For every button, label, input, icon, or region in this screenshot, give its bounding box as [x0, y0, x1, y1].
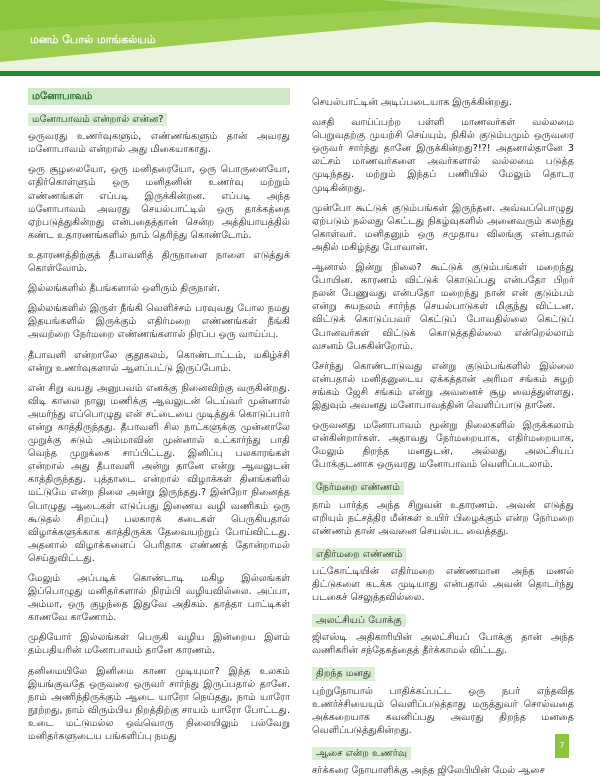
- left-text-flow: [28, 110, 290, 743]
- header-rule: [0, 71, 600, 76]
- right-text-flow: [312, 96, 574, 777]
- page-number: 7: [555, 734, 569, 758]
- left-paragraph: மேலும் அப்படிக் கொண்டாடி மகிழ இல்லங்கள் இப்பொழுது மனிதர்களால் நிரம்பி வழியவில்லை. அப்பா, அம்மா, ஒரு குழந்தை இதுவே அதிகம். தாத்தா பாட்டிகள் காணவே காணோம்.: [28, 573, 290, 624]
- right-subheading: நேர்மறை எண்ணம்: [312, 481, 404, 494]
- article-column-right: [312, 96, 574, 777]
- right-paragraph: ஆனால் இன்று நிலை? கூட்டுக் குடும்பங்கள் மறைந்து போயின. காரணம் விட்டுக் கொடுப்பது என்பதோ பிறர் நலன் பேணுவது என்பதோ மறைந்து நான் என் குடும்பம் என்று சுயநலம் சார்ந்த செயல்பாடுகள் மிகுந்து விட்டன. விட்டுக் கொடுப்பவர் கெட்டுப் போவதில்லை கெட்டுப் போனவர்கள் விட்டுக் கொடுத்ததில்லை என்றெல்லாம் வசனம் பேசுகின்றோம்.: [312, 262, 574, 352]
- right-subheading: எதிர்மறை எண்ணம்: [312, 548, 406, 561]
- header-banner: [0, 0, 600, 80]
- right-paragraph: புற்றுநோயால் பாதிக்கப்பட்ட ஒரு நபர் எந்தவித உணர்ச்சியையும் வெளிப்படுத்தாது மருத்துவர் சொல்வதை அக்கறையாக கவனிப்பது அவரது திறந்த மனதை வெளிப்படுத்துகின்றது.: [312, 685, 574, 736]
- right-paragraph: பட்கோட்டியின் எதிர்மறை எண்ணமான அந்த மணல் திட்டுகளை கடக்க முடியாது என்பதால் அவன் தொடர்ந்து படகைச் செலுத்தவில்லை.: [312, 565, 574, 604]
- right-paragraph: ஒருவனது மனோபாவம் மூன்று நிலைகளில் இருக்கலாம் என்கின்றார்கள். அதாவது நேர்மறையாக, எதிர்மறையாக, மேலும் திறந்த மனதுடன், அல்லது அலட்சியப் போக்குடனாக ஒருவரது மனோபாவம் வெளிப்படலாம்.: [312, 420, 574, 471]
- left-paragraph: முதியோர் இல்லங்கள் பெருகி வழிய இன்றைய இளம் தம்பதியரின் மனோபாவம் தானே காரணம்.: [28, 632, 290, 657]
- right-paragraph: ஜிஎஸ்டி அதிகாரியின் அலட்சியப் போக்கு தான் அந்த வணிகரின் சந்தேகத்தைத் தீர்க்காமல் விட்டது.: [312, 632, 574, 657]
- left-paragraph: தனிமையிலே இனிமை காண முடியுமா? இந்த உலகம் இயங்குவதே ஒருவரை ஒருவர் சார்ந்து இருப்பதால் தானே. நாம் அணிந்திருக்கும் ஆடை யாரோ நெய்தது, நாம் யாரோ நூற்றது, நாம் விரும்பிய நிறத்திற்கு சாயம் யாரோ போட்டது. உடை மட்டுமல்ல ஒவ்வொரு நிலையிலும் பல்வேறு மனிதர்களுடைய பங்களிப்பு நமது: [28, 665, 290, 743]
- right-paragraph: சர்க்கரை நோயாளிக்கு அந்த ஜிலேபியின் மேல் ஆசை: [312, 765, 545, 777]
- left-paragraph: இல்லங்களில் இருள் நீங்கி வெளிச்சம் பரவுவது போல நமது இதயங்களில் இருக்கும் எதிர்மறை எண்ணங்கள் நீங்கி அவற்றை நேர்மறை எண்ணங்களால் நிரப்ப ஒரு வாய்ப்பு.: [28, 303, 290, 341]
- article-column-left: [28, 88, 290, 748]
- right-paragraph: முன்போ கூட்டுக் குடும்பங்கள் இருந்தன. அவ்வப்பொழுது ஏற்படும் நல்லது கெட்டது நிகழ்வுகளில் அனைவரும் கலந்து கொள்வர். மனிதனும் ஒரு சமுதாய விலங்கு என்பதால் அதில் மகிழ்ந்து போவான்.: [312, 202, 574, 253]
- right-subheading: அலட்சியப் போக்கு: [312, 614, 406, 627]
- right-subheading: திறந்த மனது: [312, 667, 375, 680]
- left-paragraph: தீபாவளி என்றாலே குதூகலம், கொண்டாட்டம், மகிழ்ச்சி என்று உணர்வுகளால் ஆளப்பட்டு இருப்போம்.: [28, 349, 290, 374]
- section-label: மனோபாவம்: [28, 88, 290, 105]
- left-paragraph: ஒருவரது உணர்வுகளும், எண்ணங்களும் தான் அவரது மனோபாவம் என்றால் அது மிகையாகாது.: [28, 131, 290, 156]
- right-paragraph: சேர்ந்து கொண்டாடுவது என்று குடும்பங்களில் இல்லை என்பதால் மனிதனுடைய ஏக்கத்தான் அரிமா சங்கம் சுழற் சங்கம் ஜேசி சங்கம் என்று அவனைச் சூழ வைத்துள்ளது. இதுவும் அவனது மனோபாவத்தின் வெளிப்பாடு தானே.: [312, 360, 574, 411]
- left-paragraph: இல்லங்களில் தீபங்களால் ஒளிரும் திருநாள்.: [28, 283, 220, 295]
- right-paragraph: வசதி வாய்ப்பற்ற பள்ளி மாணவர்கள் வல்லமை பெறுவதற்கு முயற்சி செய்யும், நிகில் குடும்பமும் ஒருவரை ஒருவர் சார்ந்து தானே இருக்கின்றது?!?! அதனால்தானே 3 லட்சம் மாணவர்களை அவர்களால் வல்லமை படுத்த முடிந்தது. மற்றும் இந்தப் பணியில் மேலும் தொடர முடிகின்றது.: [312, 117, 574, 194]
- right-paragraph: நாம் பார்த்த அந்த சிறுவன் உதாரணம். அவன் எடுத்து எறியும் நட்சத்திர மீன்கள் உயிர் பிழைக்கும் என்ற நேர்மறை எண்ணம் தான் அவனை செயல்பட வைத்தது.: [312, 499, 574, 537]
- left-paragraph: உதாரணத்திற்குத் தீபாவளித் திருநாளை நாளை எடுத்துக் கொள்வோம்.: [28, 249, 290, 275]
- page-header-title: மனம் போல் மாங்கல்யம்: [30, 33, 156, 46]
- right-subheading: ஆசை என்ற உணர்வு: [312, 747, 411, 760]
- left-paragraph: என் சிறு வயது அனுபவம் எனக்கு நினைவிற்கு வருகின்றது. விடி காலை நாலு மணிக்கு ஆவலுடன் டெய்வர் முன்னால் அமர்ந்து எப்பொழுது என் சட்டையை முடித்துக் கொடுப்பார் என்று காத்திருந்தது. தீபாவளி சில நாட்களுக்கு முன்னாலே முறுக்கு சுடும் அம்மாவின் முன்னால் உட்கார்ந்து பாதி வெந்த முறுக்கை சாப்பிட்டது. இனிப்பு பலகாரங்கள் என்றால் அது தீபாவளி அன்று தானே என்று ஆவலுடன் காத்திருந்தது. புத்தாடை என்றால் விழாக்கள் தினங்களில் மட்டுமே என்ற நிலை அன்று இருந்தது.? இன்றோ நினைத்த பொழுது ஆடைகள் எடுப்பது இணைய வழி வணிகம் ஒரு கூடுதல் சிறப்பு) பலகாரக் கடைகள் பெருகியதால் விழாக்களுக்காக காத்திருக்க தேவையற்றுப் போய்விட்டது. அதனால் விழாக்களைப் பெரிதாக எண்ணத் தோன்றாமல் செய்துவிட்டது.: [28, 382, 290, 564]
- left-subheading: மனோபாவம் என்றால் என்ன?: [28, 113, 167, 126]
- left-paragraph: ஒரு சூழலையோ, ஒரு மனிதரையோ, ஒரு பொருளையோ, எதிர்கொள்ளும் ஒரு மனிதனின் உணர்வு மற்றும் எண்ணங்கள் எப்படி இருக்கின்றன. எப்படி அந்த மனோபாவம் அவரது செயல்பாட்டில் ஒரு தாக்கத்தை ஏற்படுத்துகின்றது என்பதைத்தான் சென்ற அத்தியாயத்தில் கண்ட உதாரணங்களில் நாம் தெரிந்து கொண்டோம்.: [28, 164, 290, 241]
- right-paragraph: செயல்பாட்டின் அடிப்படையாக இருக்கின்றது.: [312, 97, 512, 108]
